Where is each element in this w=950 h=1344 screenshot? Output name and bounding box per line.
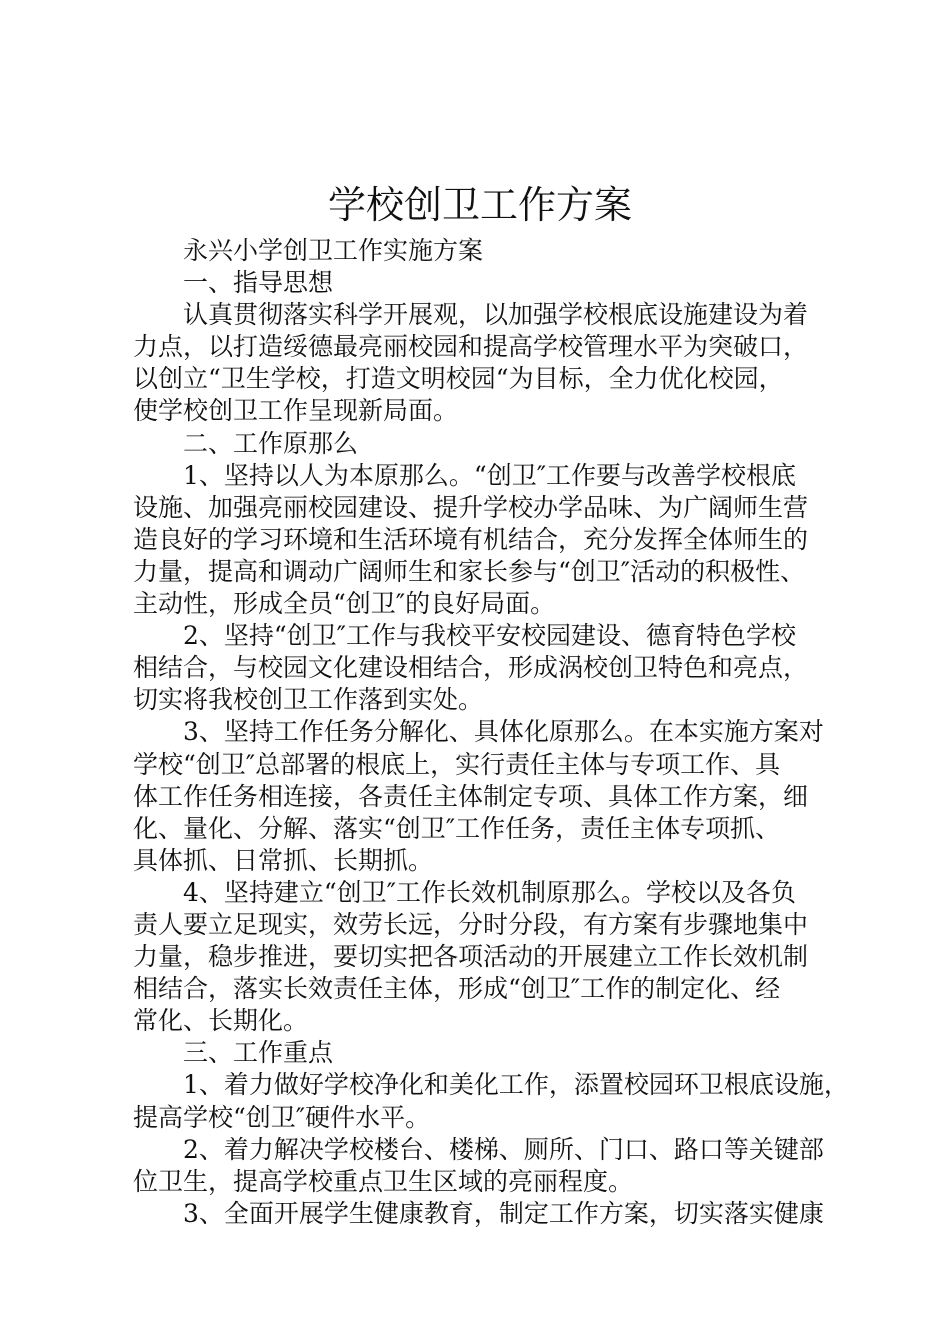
- text-line: 设施、加强亮丽校园建设、提升学校办学品味、为广阔师生营: [133, 492, 809, 522]
- text-line: 化、量化、分解、落实“创卫″工作任务，责任主体专项抓、: [133, 813, 781, 843]
- text-line: 永兴小学创卫工作实施方案: [183, 236, 484, 265]
- text-line: 4、坚持建立“创卫″工作长效机制原那么。学校以及各负: [183, 877, 797, 907]
- document-body: [133, 235, 849, 1230]
- text-line: 2、着力解决学校楼台、楼梯、厕所、门口、路口等关键部: [183, 1134, 824, 1164]
- text-line: 1、着力做好学校净化和美化工作，添置校园环卫根底设施，: [183, 1070, 849, 1100]
- text-line: 使学校创卫工作呈现新局面。: [133, 396, 459, 426]
- text-line: 提高学校“创卫″硬件水平。: [133, 1102, 431, 1132]
- document-title: 学校创卫工作方案: [327, 183, 632, 227]
- text-line: 3、坚持工作任务分解化、具体化原那么。在本实施方案对: [183, 717, 824, 747]
- text-line: 相结合，落实长效责任主体，形成“创卫″工作的制定化、经: [133, 974, 781, 1004]
- text-line: 三、工作重点: [183, 1038, 334, 1068]
- text-line: 相结合，与校园文化建设相结合，形成涡校创卫特色和亮点，: [133, 653, 809, 683]
- text-line: 力点，以打造绥德最亮丽校园和提高学校管理水平为突破口，: [133, 332, 809, 362]
- text-line: 具体抓、日常抓、长期抓。: [133, 845, 434, 875]
- text-line: 切实将我校创卫工作落到实处。: [133, 685, 484, 715]
- text-line: 1、坚持以人为本原那么。“创卫″工作要与改善学校根底: [183, 460, 797, 490]
- text-line: 学校“创卫″总部署的根底上，实行责任主体与专项工作、具: [133, 749, 781, 779]
- text-line: 二、工作原那么: [183, 428, 359, 458]
- text-line: 以创立“卫生学校，打造文明校园“为目标，全力优化校园，: [133, 364, 784, 394]
- text-line: 力量，稳步推进，要切实把各项活动的开展建立工作长效机制: [133, 942, 809, 972]
- text-line: 2、坚持“创卫″工作与我校平安校园建设、德育特色学校: [183, 621, 797, 651]
- text-line: 力量，提高和调动广阔师生和家长参与“创卫″活动的积极性、: [133, 556, 806, 586]
- text-line: 责人要立足现实，效劳长远，分时分段，有方案有步骤地集中: [133, 909, 809, 939]
- text-line: 一、指导思想: [183, 268, 334, 298]
- text-line: 认真贯彻落实科学开展观，以加强学校根底设施建设为着: [183, 300, 809, 330]
- text-line: 常化、长期化。: [133, 1006, 309, 1036]
- text-line: 造良好的学习环境和生活环境有机结合，充分发挥全体师生的: [133, 524, 809, 554]
- text-line: 位卫生，提高学校重点卫生区域的亮丽程度。: [133, 1166, 634, 1196]
- text-line: 体工作任务相连接，各责任主体制定专项、具体工作方案，细: [133, 781, 809, 811]
- text-line: 3、全面开展学生健康教育，制定工作方案，切实落实健康: [183, 1198, 824, 1228]
- text-line: 主动性，形成全员“创卫″的良好局面。: [133, 589, 556, 619]
